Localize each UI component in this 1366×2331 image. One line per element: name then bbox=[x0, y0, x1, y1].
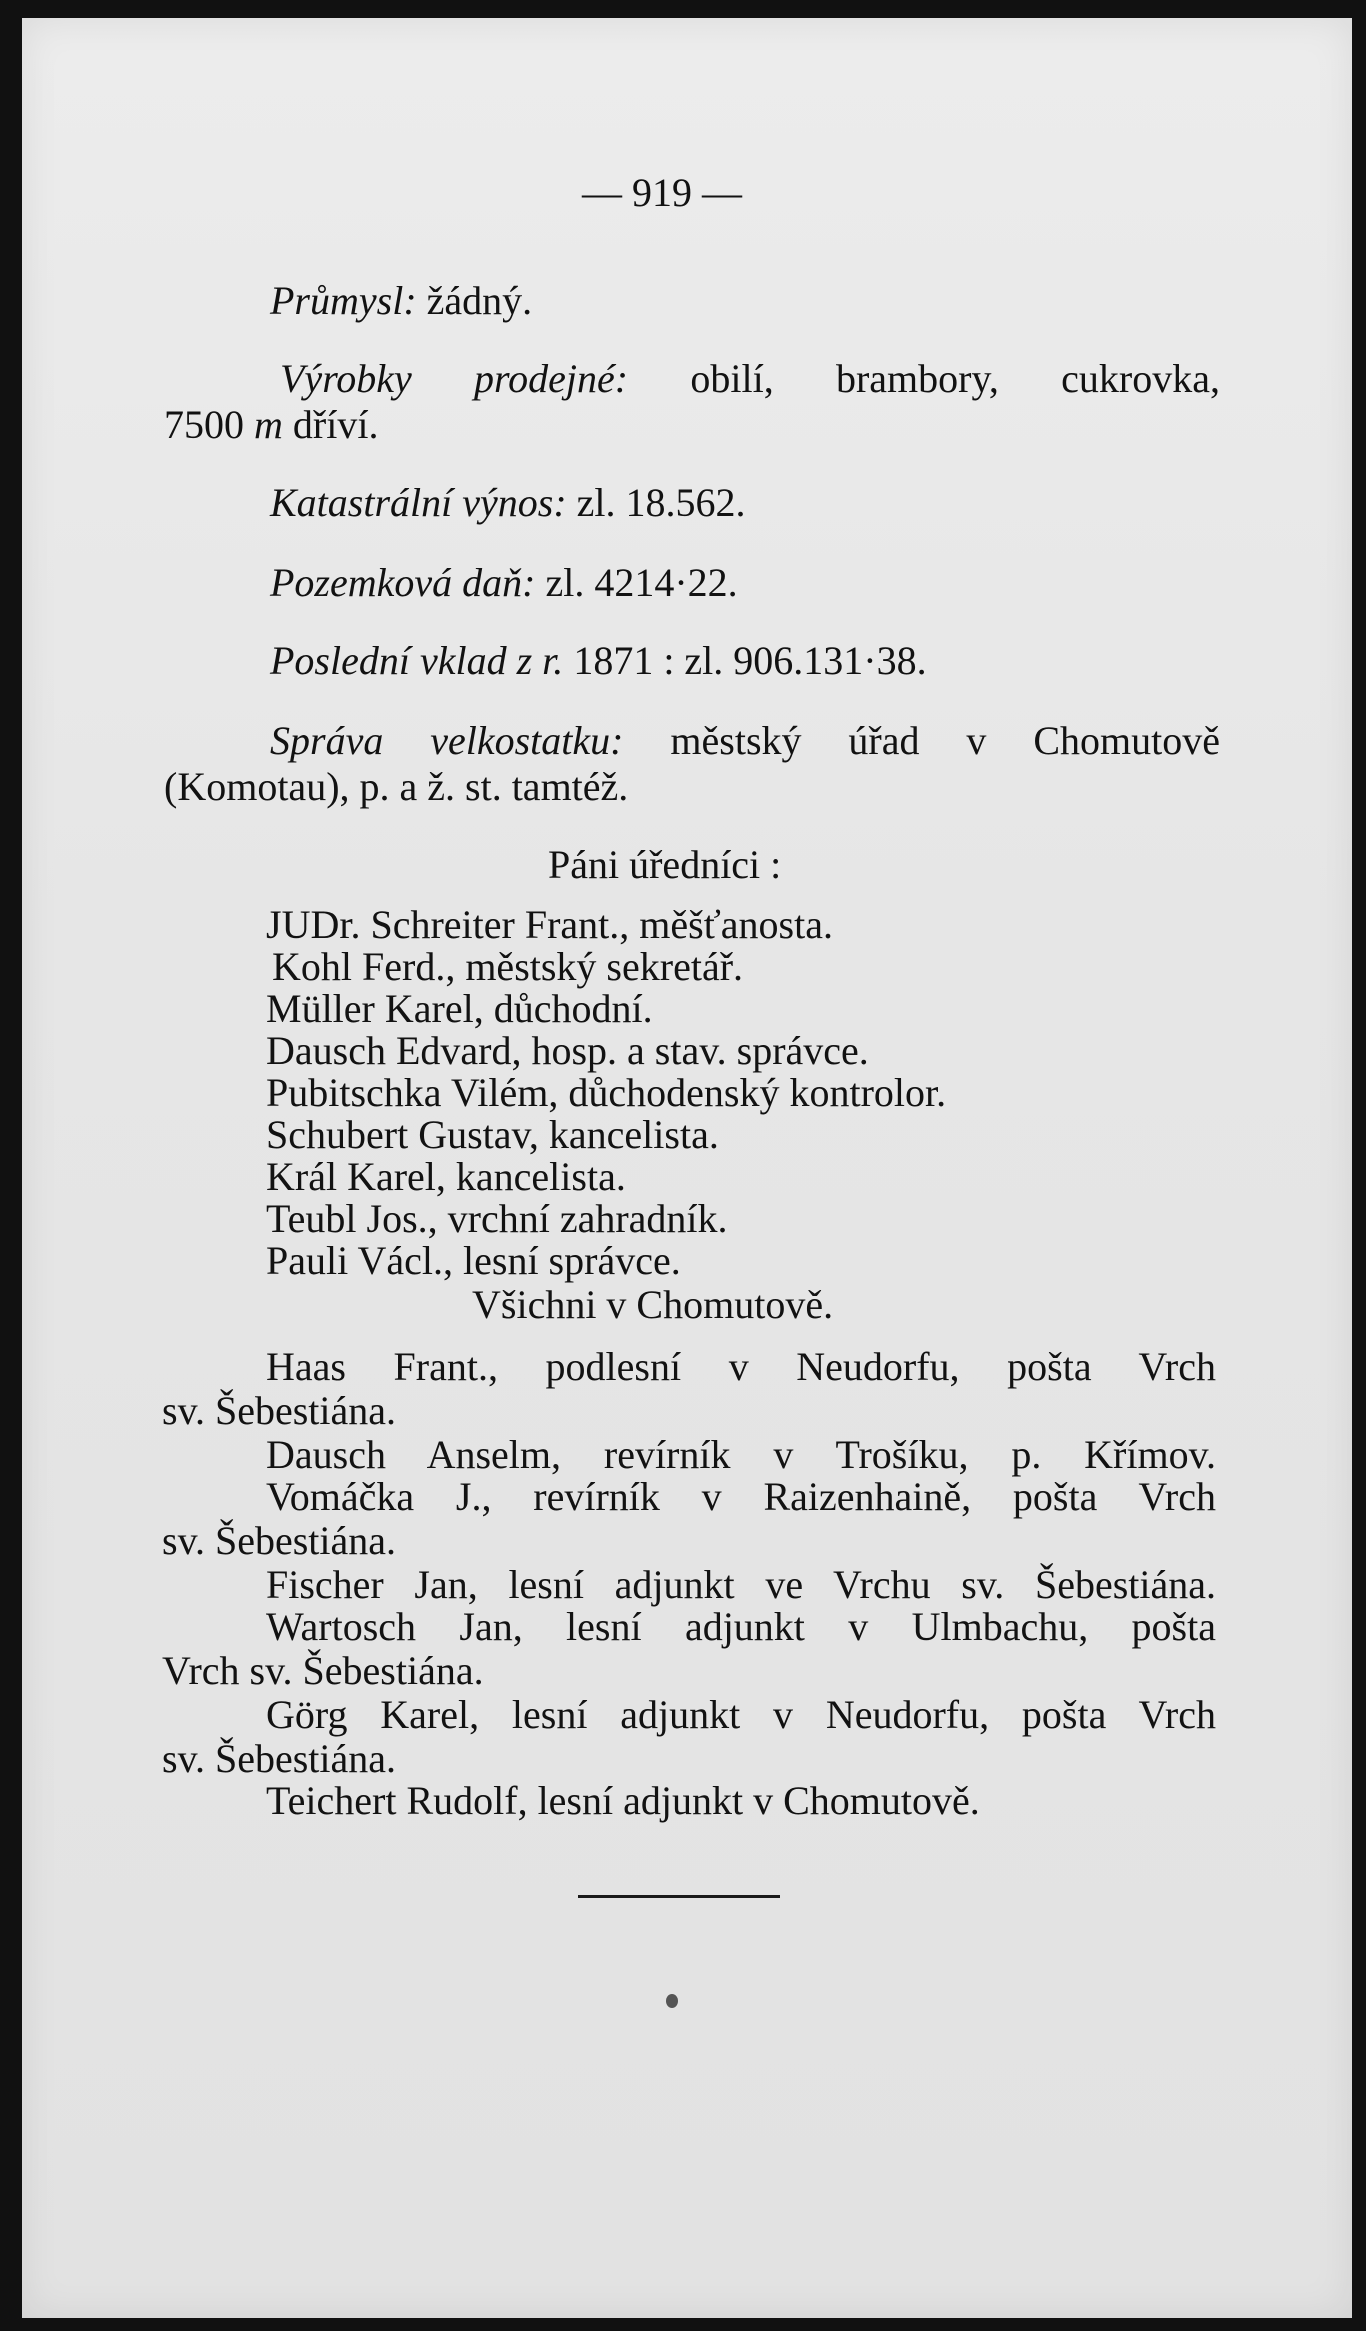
entry-sprava-line2: (Komotau), p. a ž. st. tamtéž. bbox=[164, 764, 629, 809]
page-number: — 919 — bbox=[582, 170, 742, 215]
staff-haas-line1: Haas Frant., podlesní v Neudorfu, pošta Vrch bbox=[266, 1344, 1216, 1389]
entry-value: obilí, brambory, cukrovka, bbox=[628, 356, 1220, 401]
entry-vyrobky-line1 bbox=[280, 356, 1220, 402]
entry-value: žádný. bbox=[416, 278, 533, 323]
entry-value: zl. 4214·22. bbox=[535, 560, 738, 605]
entry-label: Výrobky prodejné: bbox=[280, 356, 629, 401]
official-item: Pubitschka Vilém, důchodenský kontrolor. bbox=[266, 1070, 947, 1115]
staff-teichert: Teichert Rudolf, lesní adjunkt v Chomutově. bbox=[266, 1778, 980, 1823]
entry-pozemkova bbox=[270, 560, 738, 606]
entry-label: Pozemková daň: bbox=[270, 560, 536, 605]
book-page bbox=[22, 18, 1352, 2318]
ink-spot bbox=[666, 1994, 678, 2008]
entry-label: Průmysl: bbox=[270, 278, 417, 323]
staff-wartosch-line2: Vrch sv. Šebestiána. bbox=[162, 1648, 484, 1693]
entry-vyrobky-line2 bbox=[164, 402, 378, 448]
all-in-line: Všichni v Chomutově. bbox=[472, 1282, 834, 1327]
staff-fischer: Fischer Jan, lesní adjunkt ve Vrchu sv. Šebestiána. bbox=[266, 1562, 1216, 1607]
staff-wartosch-line1: Wartosch Jan, lesní adjunkt v Ulmbachu, pošta bbox=[266, 1604, 1216, 1649]
entry-label: Poslední vklad z r. bbox=[270, 638, 564, 683]
official-item: Pauli Václ., lesní správce. bbox=[266, 1238, 681, 1283]
officials-heading: Páni úředníci : bbox=[548, 842, 782, 887]
entry-label: Katastrální výnos: bbox=[270, 480, 567, 525]
staff-vomacka-line1: Vomáčka J., revírník v Raizenhaině, pošta Vrch bbox=[266, 1474, 1216, 1519]
entry-value: 1871 : zl. 906.131·38. bbox=[563, 638, 927, 683]
entry-label: Správa velkostatku: bbox=[270, 718, 624, 763]
staff-gorg-line1: Görg Karel, lesní adjunkt v Neudorfu, pošta Vrch bbox=[266, 1692, 1216, 1737]
official-item: Král Karel, kancelista. bbox=[266, 1154, 626, 1199]
entry-value: dříví. bbox=[282, 402, 379, 447]
official-item: Müller Karel, důchodní. bbox=[266, 986, 653, 1031]
entry-value: městský úřad v Chomutově bbox=[623, 718, 1220, 763]
entry-posledni bbox=[270, 638, 927, 684]
staff-haas-line2: sv. Šebestiána. bbox=[162, 1388, 397, 1433]
end-rule bbox=[578, 1895, 780, 1898]
entry-unit: m bbox=[244, 402, 283, 447]
official-item: Teubl Jos., vrchní zahradník. bbox=[266, 1196, 728, 1241]
entry-prumysl bbox=[270, 278, 532, 324]
entry-number: 7500 bbox=[164, 402, 244, 447]
staff-dausch: Dausch Anselm, revírník v Trošíku, p. Křímov. bbox=[266, 1432, 1216, 1477]
official-item: Schubert Gustav, kancelista. bbox=[266, 1112, 719, 1157]
staff-vomacka-line2: sv. Šebestiána. bbox=[162, 1518, 397, 1563]
official-item: JUDr. Schreiter Frant., měšťanosta. bbox=[266, 902, 833, 947]
entry-katastralni bbox=[270, 480, 746, 526]
staff-gorg-line2: sv. Šebestiána. bbox=[162, 1736, 397, 1781]
entry-value: zl. 18.562. bbox=[566, 480, 746, 525]
official-item: Dausch Edvard, hosp. a stav. správce. bbox=[266, 1028, 869, 1073]
entry-sprava-line1 bbox=[270, 718, 1220, 764]
official-item: Kohl Ferd., městský sekretář. bbox=[272, 944, 744, 989]
